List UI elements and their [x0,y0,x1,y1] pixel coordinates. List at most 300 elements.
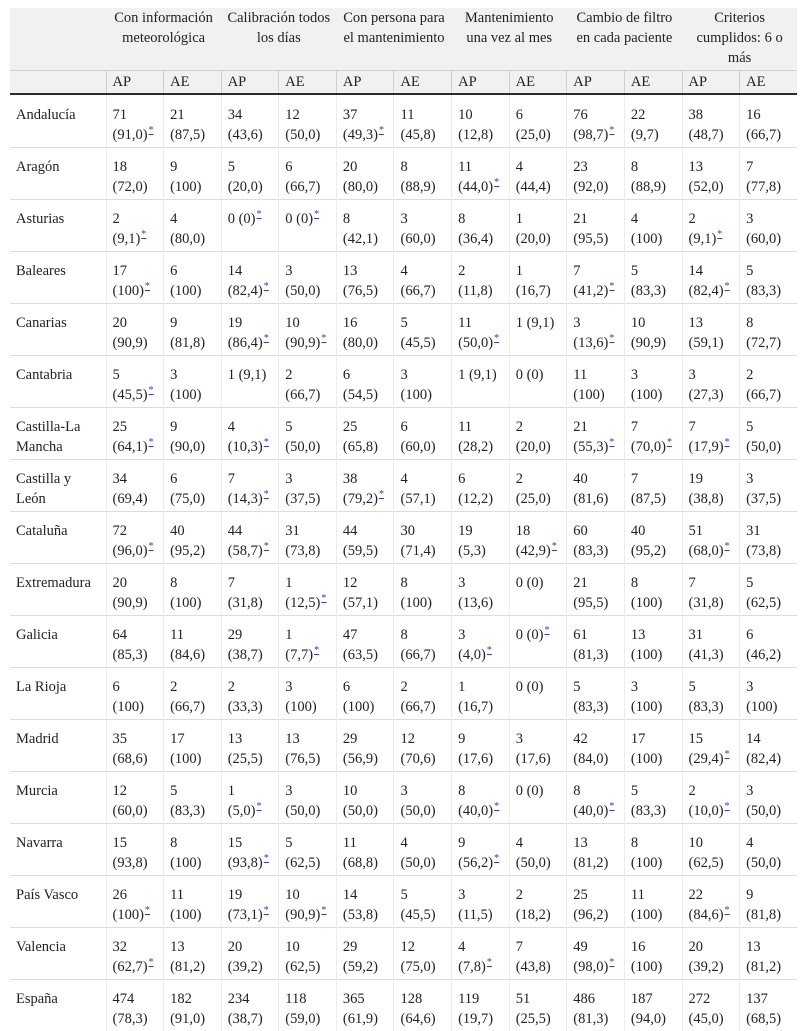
percent-value [228,905,275,927]
value-cell [394,408,452,460]
value-cell [394,460,452,512]
value-cell [394,512,452,564]
value-cell [567,252,625,304]
count-text: 6 [343,367,350,383]
count-value [285,105,332,125]
count-value [631,989,678,1009]
count-text: 128 [400,991,422,1007]
significance-asterisk-link[interactable]: * [314,209,319,220]
count-text: 5 [631,263,638,279]
value-cell [740,720,798,772]
value-cell [336,876,394,928]
significance-asterisk-link[interactable]: * [725,905,730,916]
count-text: 9 [170,315,177,331]
count-value [343,521,390,541]
value-cell [624,668,682,720]
region-cell [10,876,106,928]
count-text: 40 [170,523,185,539]
significance-asterisk-link[interactable]: * [264,541,269,552]
count-text: 47 [343,627,358,643]
percent-text: (7,7) [285,647,313,663]
count-value [170,521,217,541]
percent-text: (100) [170,855,201,871]
percent-text: (14,3) [228,491,263,507]
count-text: 8 [631,159,638,175]
percent-text: (56,9) [343,751,378,767]
count-value [400,365,447,385]
significance-asterisk-link[interactable]: * [609,281,614,292]
count-text: 8 [170,575,177,591]
count-text: 4 [458,939,465,955]
significance-asterisk-link[interactable]: * [725,749,730,760]
value-cell [682,304,740,356]
value-cell [682,148,740,200]
percent-value [458,489,505,509]
count-value [285,937,332,957]
significance-asterisk-link[interactable]: * [609,437,614,448]
count-text: 234 [228,991,250,1007]
significance-asterisk-link[interactable]: * [321,905,326,916]
percent-value [343,125,390,147]
percent-value [228,593,275,613]
significance-asterisk-link[interactable]: * [725,437,730,448]
value-cell [279,252,337,304]
value-cell [164,980,222,1031]
percent-text: (39,2) [689,959,724,975]
count-text: 19 [458,523,473,539]
count-value [228,365,275,385]
percent-text: (43,8) [516,959,551,975]
percent-value [458,177,505,199]
percent-value [631,333,678,353]
significance-asterisk-link[interactable]: * [379,125,384,136]
value-cell [740,304,798,356]
count-text: 4 [228,419,235,435]
value-cell [452,668,510,720]
count-value [170,677,217,697]
value-cell [452,408,510,460]
count-value [113,677,160,697]
significance-asterisk-link[interactable]: * [264,489,269,500]
count-text: 0 (0) [228,211,256,227]
significance-asterisk-link[interactable]: * [544,625,549,636]
percent-value [400,1009,447,1029]
percent-value [113,593,160,613]
percent-text: (62,5) [285,959,320,975]
count-text: 34 [113,471,128,487]
count-text: 9 [458,731,465,747]
count-text: 7 [516,939,523,955]
percent-value [285,541,332,561]
significance-asterisk-link[interactable]: * [257,801,262,812]
significance-asterisk-link[interactable]: * [725,281,730,292]
percent-value [170,229,217,249]
count-text: 13 [746,939,761,955]
percent-text: (13,6) [573,335,608,351]
count-text: 0 (0) [516,679,544,695]
percent-value [285,177,332,197]
value-cell [221,720,279,772]
percent-text: (38,7) [228,1011,263,1027]
percent-text: (49,3) [343,127,378,143]
percent-text: (71,4) [400,543,435,559]
percent-value [689,385,736,405]
percent-value [285,749,332,769]
percent-text: (50,0) [746,439,781,455]
count-value [285,833,332,853]
count-text: 25 [113,419,128,435]
significance-asterisk-link[interactable]: * [609,957,614,968]
value-cell [509,200,567,252]
percent-text: (57,1) [343,595,378,611]
count-text: 9 [170,419,177,435]
percent-text: (42,1) [343,231,378,247]
group-header: Cambio de filtro en cada paciente [567,8,682,71]
percent-value [631,281,678,301]
count-text: 12 [113,783,128,799]
significance-asterisk-link[interactable]: * [494,177,499,188]
percent-text: (45,8) [400,127,435,143]
percent-value [228,957,275,977]
value-cell [106,512,164,564]
significance-asterisk-link[interactable]: * [264,905,269,916]
value-cell [682,772,740,824]
corner-cell [10,71,106,95]
region-cell [10,928,106,980]
percent-text: (81,6) [573,491,608,507]
significance-asterisk-link[interactable]: * [725,541,730,552]
count-value [400,521,447,541]
count-value [458,105,505,125]
count-text: 31 [689,627,704,643]
percent-text: (53,8) [343,907,378,923]
significance-asterisk-link[interactable]: * [149,125,154,136]
significance-asterisk-link[interactable]: * [141,229,146,240]
percent-text: (62,5) [285,855,320,871]
percent-value [573,749,620,769]
significance-asterisk-link[interactable]: * [487,645,492,656]
percent-text: (50,0) [516,855,551,871]
count-text: 3 [631,679,638,695]
percent-text: (25,0) [516,127,551,143]
count-text: 6 [343,679,350,695]
percent-value [343,1009,390,1029]
percent-value [573,853,620,873]
group-header: Calibración todos los días [221,8,336,71]
count-text: 0 (0) [285,211,313,227]
percent-text: (13,6) [458,595,493,611]
value-cell [394,668,452,720]
percent-value [631,645,678,665]
value-cell [740,94,798,148]
sub-header-ap: AP [567,71,625,95]
count-value [170,313,217,333]
count-text: 1 (9,1) [516,315,555,331]
count-value [631,625,678,645]
count-value [400,209,447,229]
count-text: 5 [631,783,638,799]
region-cell [10,408,106,460]
count-text: 11 [458,159,472,175]
count-text: 10 [458,107,473,123]
count-value [228,937,275,957]
significance-asterisk-link[interactable]: * [717,229,722,240]
significance-asterisk-link[interactable]: * [321,333,326,344]
significance-asterisk-link[interactable]: * [609,333,614,344]
count-text: 6 [746,627,753,643]
significance-asterisk-link[interactable]: * [609,801,614,812]
percent-value [516,125,563,145]
percent-text: (45,0) [689,1011,724,1027]
value-cell [106,148,164,200]
value-cell [279,564,337,616]
percent-text: (78,3) [113,1011,148,1027]
significance-asterisk-link[interactable]: * [149,541,154,552]
percent-text: (95,2) [631,543,666,559]
percent-text: (9,1) [689,231,717,247]
percent-text: (55,3) [573,439,608,455]
significance-asterisk-link[interactable]: * [321,593,326,604]
count-value [573,937,620,957]
significance-asterisk-link[interactable]: * [609,125,614,136]
count-value [285,625,332,645]
count-text: 5 [170,783,177,799]
percent-value [400,749,447,769]
count-value [285,417,332,437]
significance-asterisk-link[interactable]: * [494,853,499,864]
count-text: 3 [746,783,753,799]
count-value [170,105,217,125]
count-value [573,833,620,853]
significance-asterisk-link[interactable]: * [264,437,269,448]
count-value [631,885,678,905]
count-value [400,417,447,437]
value-cell [164,94,222,148]
percent-text: (38,8) [689,491,724,507]
percent-value [516,489,563,509]
significance-asterisk-link[interactable]: * [494,801,499,812]
value-cell [567,772,625,824]
count-value [285,989,332,1009]
count-value [170,885,217,905]
count-value [458,781,505,801]
value-cell [509,304,567,356]
value-cell [452,564,510,616]
value-cell [221,772,279,824]
region-name: Valencia [16,937,102,957]
percent-text: (62,5) [746,595,781,611]
percent-text: (94,0) [631,1011,666,1027]
percent-value [689,1009,736,1029]
count-value [285,781,332,801]
table-row [10,720,797,772]
value-cell [106,772,164,824]
significance-asterisk-link[interactable]: * [725,801,730,812]
count-value [458,677,505,697]
significance-asterisk-link[interactable]: * [487,957,492,968]
significance-asterisk-link[interactable]: * [379,489,384,500]
count-value [228,521,275,541]
count-text: 64 [113,627,128,643]
value-cell [164,512,222,564]
percent-value [170,281,217,301]
count-text: 20 [343,159,358,175]
table-header [10,8,797,94]
percent-value [458,697,505,717]
percent-text: (27,3) [689,387,724,403]
percent-value [573,957,620,979]
count-value [400,937,447,957]
significance-asterisk-link[interactable]: * [149,957,154,968]
percent-value [113,333,160,353]
count-text: 3 [285,263,292,279]
count-text: 3 [170,367,177,383]
percent-text: (91,0) [113,127,148,143]
count-text: 5 [113,367,120,383]
count-value [458,157,505,177]
count-text: 2 [689,211,696,227]
percent-value [746,541,793,561]
percent-value [170,593,217,613]
percent-text: (16,7) [458,699,493,715]
value-cell [682,980,740,1031]
percent-value [113,697,160,717]
value-cell [106,720,164,772]
count-value [746,365,793,385]
count-text: 21 [573,575,588,591]
significance-asterisk-link[interactable]: * [264,281,269,292]
count-text: 3 [746,471,753,487]
region-name: León [16,489,102,509]
count-value [631,313,678,333]
count-text: 10 [285,887,300,903]
count-text: 13 [285,731,300,747]
region-name: Baleares [16,261,102,281]
percent-value [400,489,447,509]
percent-value [400,853,447,873]
count-value [746,781,793,801]
percent-value [689,333,736,353]
percent-text: (81,2) [573,855,608,871]
count-value [746,885,793,905]
count-value [458,417,505,437]
percent-text: (70,0) [631,439,666,455]
percent-value [343,177,390,197]
value-cell [509,564,567,616]
region-cell [10,356,106,408]
table-row [10,928,797,980]
value-cell [509,824,567,876]
percent-value [689,749,736,771]
significance-asterisk-link[interactable]: * [257,209,262,220]
value-cell [452,876,510,928]
percent-value [573,1009,620,1029]
significance-asterisk-link[interactable]: * [149,385,154,396]
count-text: 3 [516,731,523,747]
significance-asterisk-link[interactable]: * [552,541,557,552]
percent-text: (80,0) [170,231,205,247]
count-text: 10 [343,783,358,799]
count-text: 16 [631,939,646,955]
value-cell [336,928,394,980]
count-text: 137 [746,991,768,1007]
count-text: 3 [458,887,465,903]
count-value [228,261,275,281]
count-text: 11 [573,367,587,383]
percent-value [343,385,390,405]
count-value [573,677,620,697]
significance-asterisk-link[interactable]: * [145,905,150,916]
percent-text: (20,0) [228,179,263,195]
sub-header-ae: AE [624,71,682,95]
percent-value [343,437,390,457]
percent-text: (16,7) [516,283,551,299]
percent-text: (100) [285,699,316,715]
sub-header-ae: AE [164,71,222,95]
count-text: 31 [285,523,300,539]
percent-text: (87,5) [170,127,205,143]
count-text: 12 [400,731,415,747]
percent-text: (86,4) [228,335,263,351]
significance-asterisk-link[interactable]: * [149,437,154,448]
count-value [400,469,447,489]
percent-text: (68,8) [343,855,378,871]
significance-asterisk-link[interactable]: * [314,645,319,656]
value-cell [509,148,567,200]
percent-value [458,541,505,561]
percent-text: (83,3) [689,699,724,715]
value-cell [740,512,798,564]
percent-text: (76,5) [285,751,320,767]
count-value [458,261,505,281]
count-value [400,573,447,593]
percent-text: (100) [170,387,201,403]
value-cell [682,408,740,460]
group-header: Criterios cumplidos: 6 o más [682,8,797,71]
count-text: 4 [400,471,407,487]
value-cell [164,876,222,928]
count-value [631,781,678,801]
count-value [746,313,793,333]
count-value [573,781,620,801]
percent-value [343,333,390,353]
percent-value [285,645,332,667]
percent-text: (66,7) [170,699,205,715]
percent-text: (66,7) [746,387,781,403]
significance-asterisk-link[interactable]: * [667,437,672,448]
percent-text: (25,5) [516,1011,551,1027]
percent-text: (59,1) [689,335,724,351]
percent-text: (69,4) [113,491,148,507]
count-value [113,261,160,281]
percent-text: (9,7) [631,127,659,143]
count-value [746,677,793,697]
significance-asterisk-link[interactable]: * [145,281,150,292]
value-cell [509,252,567,304]
count-value [631,157,678,177]
significance-asterisk-link[interactable]: * [264,853,269,864]
count-text: 25 [343,419,358,435]
count-text: 2 [170,679,177,695]
percent-value [746,385,793,405]
percent-value [113,801,160,821]
percent-value [170,801,217,821]
value-cell [567,824,625,876]
significance-asterisk-link[interactable]: * [494,333,499,344]
significance-asterisk-link[interactable]: * [264,333,269,344]
count-value [170,729,217,749]
percent-value [573,125,620,147]
